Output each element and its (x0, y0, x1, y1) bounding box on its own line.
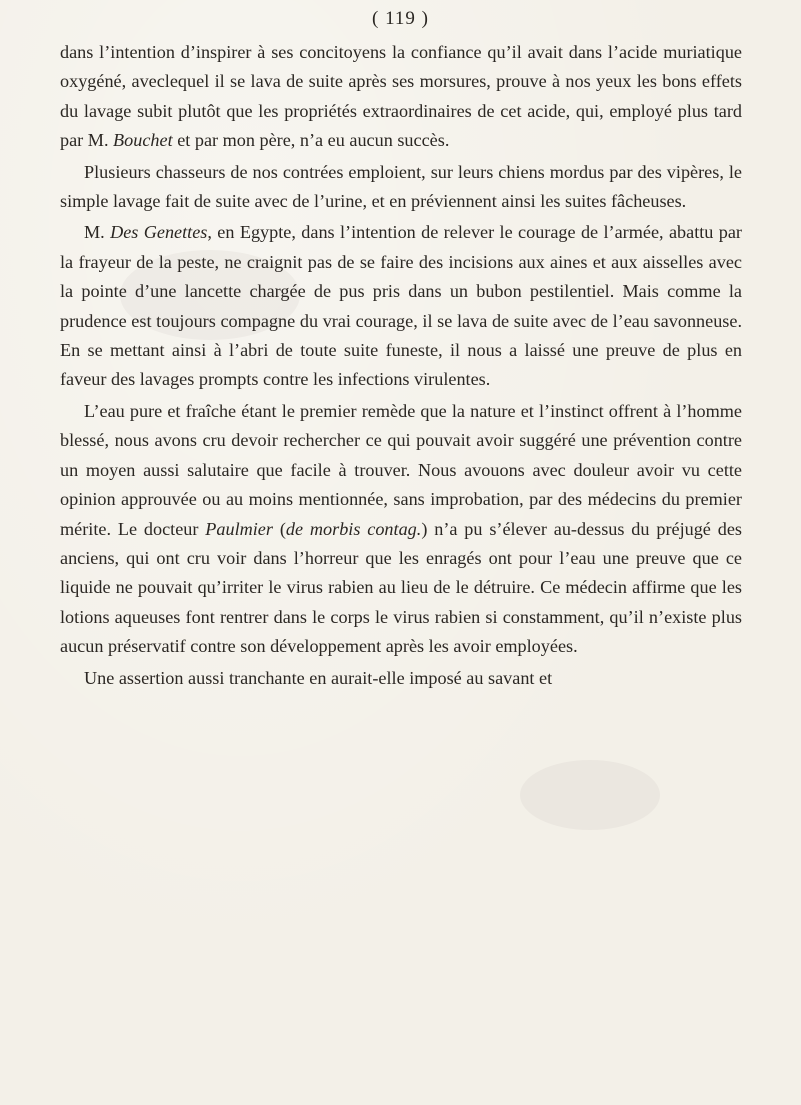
italic-text: Bouchet (113, 130, 173, 151)
text-run: dans l’intention d’inspirer à ses concitoyens la confiance qu’il avait dans l’acide muriatique oxygéné, aveclequel il se lava de suite après ses morsures, prouve à nos yeux les bons effets du lavage subit plutôt que les propriétés extraordinaires de cet acide, qui, employé plus tard par M. (60, 42, 742, 151)
page-number: ( 119 ) (372, 8, 429, 29)
italic-text: de morbis contag. (285, 518, 422, 539)
paragraph (60, 218, 742, 394)
paragraph (60, 397, 742, 662)
paper-stain (520, 760, 660, 830)
text-run: L’eau pure et fraîche étant le premier remède que la nature et l’instinct offrent à l’homme blessé, nous avons cru devoir rechercher ce qui pouvait avoir suggéré une prévention contre un moyen aussi salutaire que facile à trouver. Nous avouons avec douleur avoir vu cette opinion approuvée ou au moins mentionnée, sans improbation, par des médecins du premier mérite. Le docteur (60, 400, 742, 539)
text-run: M. (84, 222, 111, 243)
text-run: ) n’a pu s’élever au-dessus du préjugé des anciens, qui ont cru voir dans l’horreur que les enragés ont pour l’eau une preuve que ce liquide ne pouvait qu’irriter le virus rabien au lieu de le détruire. Ce médecin affirme que les lotions aqueuses font rentrer dans le corps le virus rabien si constamment, qu’il n’existe plus aucun préservatif contre son développement après les avoir employées. (60, 518, 742, 657)
text-run: Plusieurs chasseurs de nos contrées emploient, sur leurs chiens mordus par des vipères, le simple lavage fait de suite avec de l’urine, et en préviennent ainsi les suites fâcheuses. (60, 161, 742, 212)
paragraph (60, 664, 742, 693)
text-run: et par mon père, n’a eu aucun succès. (172, 130, 450, 151)
text-run: Une assertion aussi tranchante en aurait-elle imposé au savant et (84, 667, 553, 688)
paragraph (60, 158, 742, 217)
italic-text: Paulmier (205, 518, 273, 539)
italic-text: Des Genettes (110, 222, 208, 243)
body-text (60, 38, 742, 693)
text-run: ( (272, 518, 286, 539)
paragraph (60, 38, 742, 156)
text-run: , en Egypte, dans l’intention de relever le courage de l’armée, abattu par la frayeur de la peste, ne craignit pas de se faire des incisions aux aines et aux aisselles avec la pointe d’une lancette chargée de pus pris dans un bubon pestilentiel. Mais comme la prudence est toujours compagne du vrai courage, il se lava de suite avec de l’eau savonneuse. En se mettant ainsi à l’abri de toute suite funeste, il nous a laissé une preuve de plus en faveur des lavages prompts contre les infections virulentes. (60, 222, 742, 390)
